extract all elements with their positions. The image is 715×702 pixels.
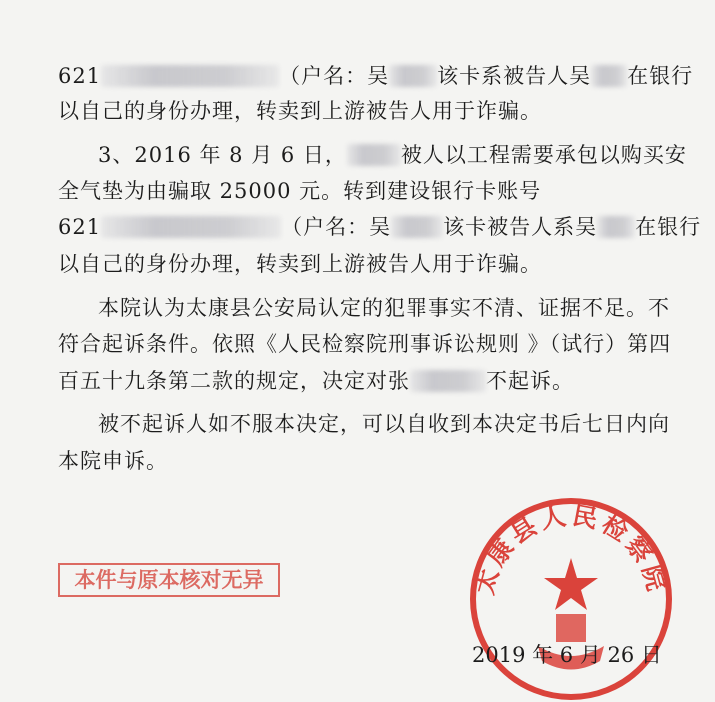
text-segment: （户名：吴 bbox=[281, 215, 392, 239]
text-segment: 符合起诉条件。依照《人民检察院刑事诉讼规则 》（试行）第四 bbox=[58, 332, 672, 356]
text-segment: 该卡系被告人吴 bbox=[437, 64, 592, 88]
seal-ring-text: 太康县人民检察院 bbox=[469, 500, 673, 598]
document-date: 2019 年 6 月 26 日 bbox=[472, 643, 662, 667]
redacted-block bbox=[410, 370, 486, 392]
text-segment: 百五十九条第二款的规定，决定对张 bbox=[58, 369, 410, 393]
text-segment: 621 bbox=[58, 64, 102, 88]
text-segment: 本院申诉。 bbox=[58, 449, 168, 473]
text-segment: 本院认为太康县公安局认定的犯罪事实不清、证据不足。不 bbox=[98, 296, 670, 320]
redacted-block bbox=[101, 216, 281, 238]
text-segment: 不起诉。 bbox=[486, 369, 574, 393]
text-line bbox=[58, 329, 671, 359]
text-segment: 在银行 bbox=[635, 215, 702, 239]
text-segment: 全气垫为由骗取 25000 元。转到建设银行卡账号 bbox=[58, 179, 542, 203]
text-line bbox=[98, 293, 670, 323]
text-line bbox=[58, 446, 168, 476]
text-line bbox=[98, 409, 670, 439]
copy-verified-stamp: 本件与原本核对无异 bbox=[58, 563, 280, 597]
text-segment: 在银行 bbox=[627, 64, 694, 88]
text-segment: 621 bbox=[58, 215, 102, 239]
redacted-block bbox=[597, 216, 635, 238]
text-segment: （户名：吴 bbox=[279, 64, 390, 88]
redacted-block bbox=[391, 216, 443, 238]
text-segment: 3、2016 年 8 月 6 日， bbox=[98, 143, 347, 167]
text-line bbox=[58, 249, 542, 279]
redacted-block bbox=[591, 65, 627, 87]
text-line bbox=[58, 176, 541, 206]
text-segment: 以自己的身份办理，转卖到上游被告人用于诈骗。 bbox=[58, 99, 542, 123]
text-segment: 被不起诉人如不服本决定，可以自收到本决定书后七日内向 bbox=[98, 412, 670, 436]
text-segment: 该卡被告人系吴 bbox=[443, 215, 598, 239]
star-icon bbox=[544, 558, 598, 610]
text-segment: 以自己的身份办理，转卖到上游被告人用于诈骗。 bbox=[58, 252, 542, 276]
redacted-block bbox=[347, 144, 401, 166]
redacted-block bbox=[101, 65, 279, 87]
text-line bbox=[58, 96, 542, 126]
text-line bbox=[58, 212, 701, 242]
text-segment: 被人以工程需要承包以购买安 bbox=[400, 143, 687, 167]
text-line bbox=[98, 140, 687, 170]
redacted-block bbox=[389, 65, 437, 87]
text-line bbox=[58, 366, 574, 396]
court-seal bbox=[468, 496, 674, 702]
text-line bbox=[58, 61, 693, 91]
